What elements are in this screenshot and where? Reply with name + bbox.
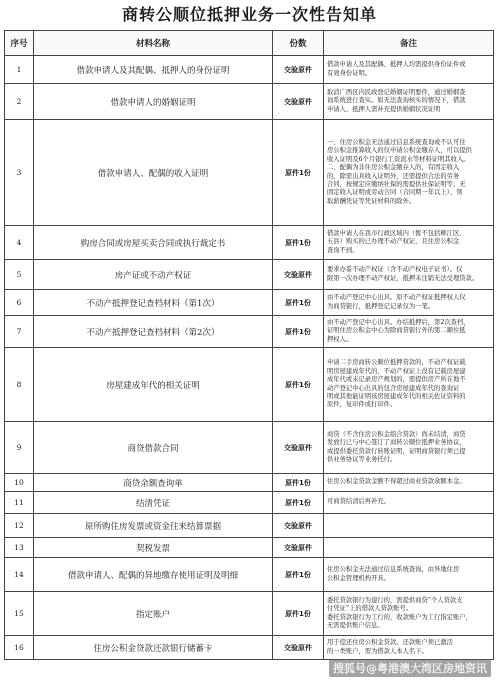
row-note [324, 558, 494, 592]
note-line: 申请人、抵押人需补充提供婚姻状况证明 [327, 105, 441, 113]
table-row [5, 422, 494, 474]
note-line: 查询不到。 [327, 246, 359, 254]
note-line: 询系统进行查实。如无法查询核实的情况下，借款 [327, 97, 466, 105]
note-line: 五县）购买的已办理不动产权证，且住房公积金 [327, 238, 460, 246]
note-line: 借款申请人在我市行政区域内（暂不包括柳江区、 [327, 229, 466, 237]
note-line: 申请二手房商转公顺位抵押贷款的，不动产权证载 [327, 359, 466, 367]
note-line: 原件，复印件或打印件。 [327, 401, 397, 409]
table-row [5, 636, 494, 660]
row-material: 商贷借款合同 [34, 422, 273, 474]
row-number: 10 [5, 474, 34, 492]
note-line: 由不动产登记中心出具。办结抵押后，第2次查档， [327, 318, 470, 326]
table-row [5, 316, 494, 348]
note-line: 发放行已与中心签订了商转公顺位抵押业务协议， [327, 439, 466, 447]
row-material: 借款申请人、配偶的异地缴存使用证明及明细 [34, 558, 273, 592]
note-line: 由不动产登记中心出具。原不动产权证抵押权人仅 [327, 294, 466, 302]
row-material: 房屋建成年代的相关证明 [34, 348, 273, 422]
row-count: 交验原件 [273, 84, 324, 120]
note-line: 付凭证”上的借款人贷款账号。 [327, 605, 413, 613]
note-line: 明或其他能证明该房屋建成年代的相关佐证资料的 [327, 392, 466, 400]
row-count: 原件1份 [273, 120, 324, 226]
note-line: 委托贷款银行为建行的，需提供商贷“个人贷款支 [327, 596, 463, 604]
row-count: 交验原件 [273, 538, 324, 558]
row-count: 交验原件 [273, 56, 324, 84]
note-line: 二、配偶为非住房公积金缴存人的，有固定收入 [327, 164, 460, 172]
row-note [324, 84, 494, 120]
note-line: 收入证明及6个月银行工资流水等材料证明其收入。 [327, 155, 470, 163]
table-header-row [5, 31, 494, 56]
row-material: 商贷余额查询单 [34, 474, 273, 492]
row-number: 9 [5, 422, 34, 474]
note-line: 成年代或未记录房产规划的，需提供房产所在地不 [327, 376, 466, 384]
row-note [324, 226, 494, 260]
header-no: 序号 [5, 31, 34, 56]
table-row [5, 84, 494, 120]
note-line: 取薪酬凭证等凭证材料的除外。 [327, 197, 416, 205]
note-line: 借款申请人及其配偶、抵押人均需提供身份证件或 [327, 61, 466, 69]
table-row [5, 538, 494, 558]
notice-table [4, 30, 494, 660]
note-line: 取消广西区内民政登记婚姻证明要件，通过婚姻查 [327, 88, 466, 96]
row-number: 6 [5, 290, 34, 316]
note-line: 押权人。 [327, 335, 353, 343]
row-count: 交验原件 [273, 260, 324, 290]
row-count: 原件1份 [273, 316, 324, 348]
row-number: 4 [5, 226, 34, 260]
row-material: 借款申请人、配偶的收入证明 [34, 120, 273, 226]
row-number: 14 [5, 558, 34, 592]
row-note [324, 290, 494, 316]
row-number: 1 [5, 56, 34, 84]
row-material: 购房合同或房屋买卖合同或执行裁定书 [34, 226, 273, 260]
row-material: 借款申请人及其配偶、抵押人的身份证明 [34, 56, 273, 84]
table-row [5, 474, 494, 492]
row-count: 交验原件 [273, 514, 324, 538]
note-line: 住房公积金无法通过信息系统查询，由异地住房 [327, 566, 460, 574]
row-number: 11 [5, 492, 34, 514]
row-note [324, 538, 494, 558]
note-line: 要求办妥不动产权证（含不动产权电子证书）。仅 [327, 266, 463, 274]
table-row [5, 226, 494, 260]
note-line: 公积金管理机构开具。 [327, 574, 390, 582]
row-material: 不动产抵押登记查档材料（第2次） [34, 316, 273, 348]
note-line: 证明住房公积金中心为除商贷银行外的第二顺位抵 [327, 327, 466, 335]
row-material: 不动产抵押登记查档材料（第1次） [34, 290, 273, 316]
table-row [5, 592, 494, 636]
row-note [324, 474, 494, 492]
row-note [324, 316, 494, 348]
row-count: 原件1份 [273, 348, 324, 422]
row-count: 交验原件 [273, 422, 324, 474]
table-row [5, 492, 494, 514]
note-line: 的，除需出具收入证明外，还需提供合法的劳务 [327, 172, 460, 180]
row-number: 13 [5, 538, 34, 558]
header-count: 份数 [273, 31, 324, 56]
row-number: 12 [5, 514, 34, 538]
row-count: 原件1份 [273, 558, 324, 592]
row-note [324, 592, 494, 636]
table-row [5, 348, 494, 422]
note-line: 一、住房公积金无法通过信息系统查询或不认可住 [327, 138, 466, 146]
note-line: 委托贷款银行为工行的，收款账户为工行指定账户， [327, 613, 472, 621]
row-count: 原件1份 [273, 474, 324, 492]
note-line: 的一类账户，需为借款人本人名下。 [327, 647, 428, 655]
row-material: 借款申请人的婚姻证明 [34, 84, 273, 120]
row-material: 契税发票 [34, 538, 273, 558]
row-number: 5 [5, 260, 34, 290]
note-line: 可商贷结清后再补充。 [327, 498, 390, 506]
page-title: 商转公顺位抵押业务一次性告知单 [121, 5, 377, 24]
note-line: 房公积金推算收入的仅申请公积金缴存人，可以提供 [327, 147, 472, 155]
table-row [5, 290, 494, 316]
note-line: 合同，按规定应缴纳社保的需提供社保证明等；无 [327, 180, 466, 188]
note-line: 为商贷银行，抵押登记记录仅为一笔。 [327, 302, 435, 310]
row-number: 7 [5, 316, 34, 348]
row-count: 原件1份 [273, 492, 324, 514]
table-row [5, 120, 494, 226]
note-line: 动产登记中心出具的包含房屋建成年代的查询证 [327, 384, 460, 392]
note-line: 有效身份证明。 [327, 69, 372, 77]
header-material: 材料名称 [34, 31, 273, 56]
row-material: 原所购住房发票或资金往来结算票据 [34, 514, 273, 538]
note-line: 供业务协议等业务托付。 [327, 455, 397, 463]
note-line: 固定收入证明或劳动合同（合同期一年以上）、领 [327, 189, 463, 197]
row-note [324, 56, 494, 84]
table-row [5, 558, 494, 592]
row-note [324, 260, 494, 290]
row-material: 房产证或不动产权证 [34, 260, 273, 290]
row-count: 原件1份 [273, 226, 324, 260]
table-row [5, 56, 494, 84]
row-note [324, 120, 494, 226]
row-number: 16 [5, 636, 34, 660]
note-line: 或提供委托贷款行转账证明，证明商贷银行须已提 [327, 447, 466, 455]
row-note [324, 636, 494, 660]
row-material: 指定账户 [34, 592, 273, 636]
row-material: 住房公积金贷款还款银行储蓄卡 [34, 636, 273, 660]
row-count: 交验原件 [273, 636, 324, 660]
note-line: 无需提供账户信息。 [327, 621, 384, 629]
row-number: 3 [5, 120, 34, 226]
note-line: 住房公积金贷款金额不得超过商业贷款余额本金。 [327, 478, 466, 486]
note-line: 限第一次办理不动产权证，抵押未注销无法受理贷款。 [327, 274, 479, 282]
row-note [324, 492, 494, 514]
table-row [5, 514, 494, 538]
header-note: 备注 [324, 31, 494, 56]
note-line: 商贷（不含住房公积金组合贷款）尚未结清，商贷 [327, 430, 466, 438]
row-number: 2 [5, 84, 34, 120]
row-number: 8 [5, 348, 34, 422]
row-note [324, 422, 494, 474]
row-count: 原件1份 [273, 290, 324, 316]
row-note [324, 348, 494, 422]
table-row [5, 260, 494, 290]
note-line: 明房屋建成年代的，不动产权证上没有记载房屋建 [327, 367, 466, 375]
row-note [324, 514, 494, 538]
watermark-text: 搜狐号@粤港澳大湾区房地资讯 [329, 659, 491, 677]
row-number: 15 [5, 592, 34, 636]
row-count: 原件1份 [273, 592, 324, 636]
row-material: 结清凭证 [34, 492, 273, 514]
note-line: 用于偿还住房公积金贷款。还款账户须已激活 [327, 639, 453, 647]
